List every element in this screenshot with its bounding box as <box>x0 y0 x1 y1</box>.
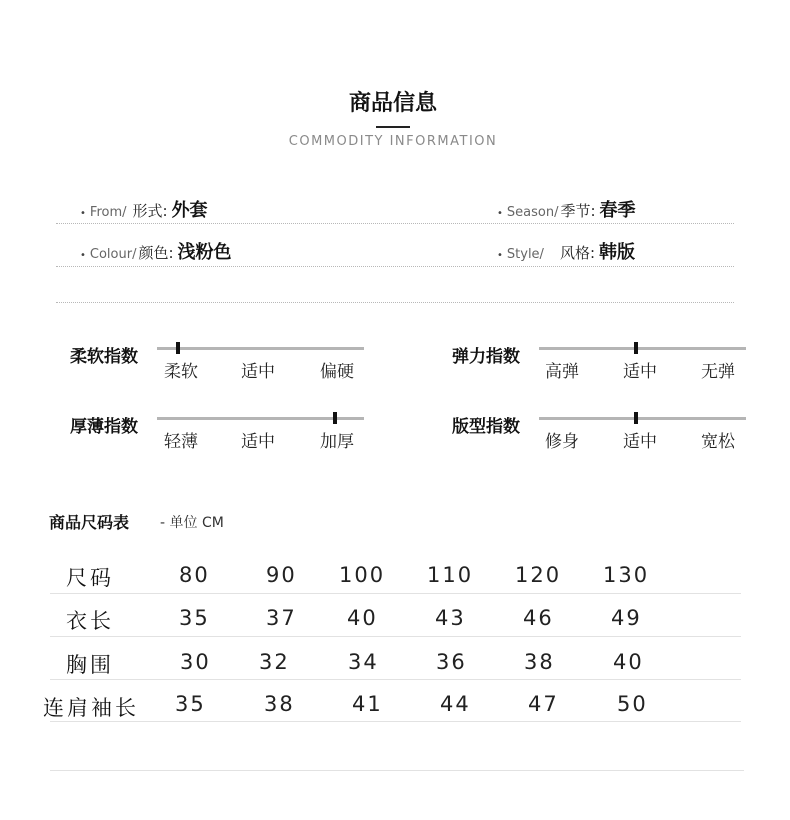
table-cell: 32 <box>259 650 290 674</box>
table-cell: 43 <box>435 606 466 630</box>
softness-label: 柔软指数 <box>70 347 138 367</box>
title-underline <box>376 126 410 128</box>
style-value: 韩版 <box>599 242 636 263</box>
table-cell: 35 <box>179 606 210 630</box>
size-table-unit: - 单位 CM <box>160 515 224 531</box>
softness-level-low: 柔软 <box>164 362 198 382</box>
bullet: • <box>497 208 503 219</box>
softness-level-mid: 适中 <box>241 362 275 382</box>
fit-level-low: 修身 <box>545 432 579 452</box>
table-cell: 47 <box>528 692 559 716</box>
row-label-length: 衣长 <box>66 609 114 633</box>
row-divider <box>50 636 741 637</box>
row-divider <box>50 679 741 680</box>
bullet: • <box>80 208 86 219</box>
season-en-label: Season/ <box>506 205 559 220</box>
softness-marker <box>176 342 180 354</box>
page-subtitle: COMMODITY INFORMATION <box>288 134 498 149</box>
elasticity-label: 弹力指数 <box>452 347 520 367</box>
page-title: 商品信息 <box>348 91 437 116</box>
thickness-track <box>157 417 364 420</box>
info-season <box>497 196 636 222</box>
info-colour <box>80 238 232 264</box>
divider <box>56 302 734 303</box>
table-cell: 49 <box>611 606 642 630</box>
table-cell: 30 <box>180 650 211 674</box>
table-cell: 50 <box>617 692 648 716</box>
thickness-marker <box>333 412 337 424</box>
row-label-size: 尺码 <box>66 566 114 590</box>
table-cell: 41 <box>352 692 383 716</box>
size-table-title: 商品尺码表 <box>49 513 130 532</box>
elasticity-track <box>539 347 746 350</box>
divider <box>56 266 734 267</box>
table-cell: 110 <box>427 563 474 587</box>
elasticity-level-high: 无弹 <box>701 362 735 382</box>
table-cell: 46 <box>523 606 554 630</box>
table-cell: 38 <box>524 650 555 674</box>
form-zh-label: 形式: <box>132 202 168 220</box>
elasticity-level-low: 高弹 <box>545 362 579 382</box>
season-zh-label: 季节: <box>560 202 596 220</box>
fit-marker <box>634 412 638 424</box>
elasticity-level-mid: 适中 <box>623 362 657 382</box>
row-label-chest: 胸围 <box>66 653 114 677</box>
fit-level-high: 宽松 <box>701 432 735 452</box>
softness-level-high: 偏硬 <box>320 362 354 382</box>
table-cell: 36 <box>436 650 467 674</box>
row-divider <box>50 721 741 722</box>
style-zh-label: 风格: <box>559 244 596 262</box>
colour-zh-label: 颜色: <box>138 244 174 262</box>
style-en-label: Style/ <box>506 247 544 262</box>
bullet: • <box>80 250 86 261</box>
table-cell: 40 <box>347 606 378 630</box>
table-cell: 100 <box>339 563 386 587</box>
table-cell: 44 <box>440 692 471 716</box>
thickness-level-low: 轻薄 <box>164 432 198 452</box>
info-form <box>80 196 208 222</box>
softness-track <box>157 347 364 350</box>
bullet: • <box>497 250 503 261</box>
form-value: 外套 <box>171 200 208 221</box>
fit-track <box>539 417 746 420</box>
table-cell: 40 <box>613 650 644 674</box>
colour-value: 浅粉色 <box>177 242 232 263</box>
colour-en-label: Colour/ <box>89 247 137 262</box>
divider <box>56 223 734 224</box>
thickness-level-mid: 适中 <box>241 432 275 452</box>
table-cell: 35 <box>175 692 206 716</box>
elasticity-marker <box>634 342 638 354</box>
season-value: 春季 <box>599 200 636 221</box>
table-cell: 90 <box>266 563 297 587</box>
table-cell: 130 <box>603 563 650 587</box>
row-divider <box>50 593 741 594</box>
table-cell: 38 <box>264 692 295 716</box>
form-en-label: From/ <box>89 205 127 220</box>
fit-level-mid: 适中 <box>623 432 657 452</box>
bottom-divider <box>50 770 744 771</box>
table-cell: 80 <box>179 563 210 587</box>
table-cell: 34 <box>348 650 379 674</box>
thickness-label: 厚薄指数 <box>70 417 138 437</box>
info-style <box>497 238 635 264</box>
thickness-level-high: 加厚 <box>320 432 354 452</box>
fit-label: 版型指数 <box>452 417 520 437</box>
row-label-sleeve: 连肩袖长 <box>43 696 139 720</box>
table-cell: 37 <box>266 606 297 630</box>
table-cell: 120 <box>515 563 562 587</box>
